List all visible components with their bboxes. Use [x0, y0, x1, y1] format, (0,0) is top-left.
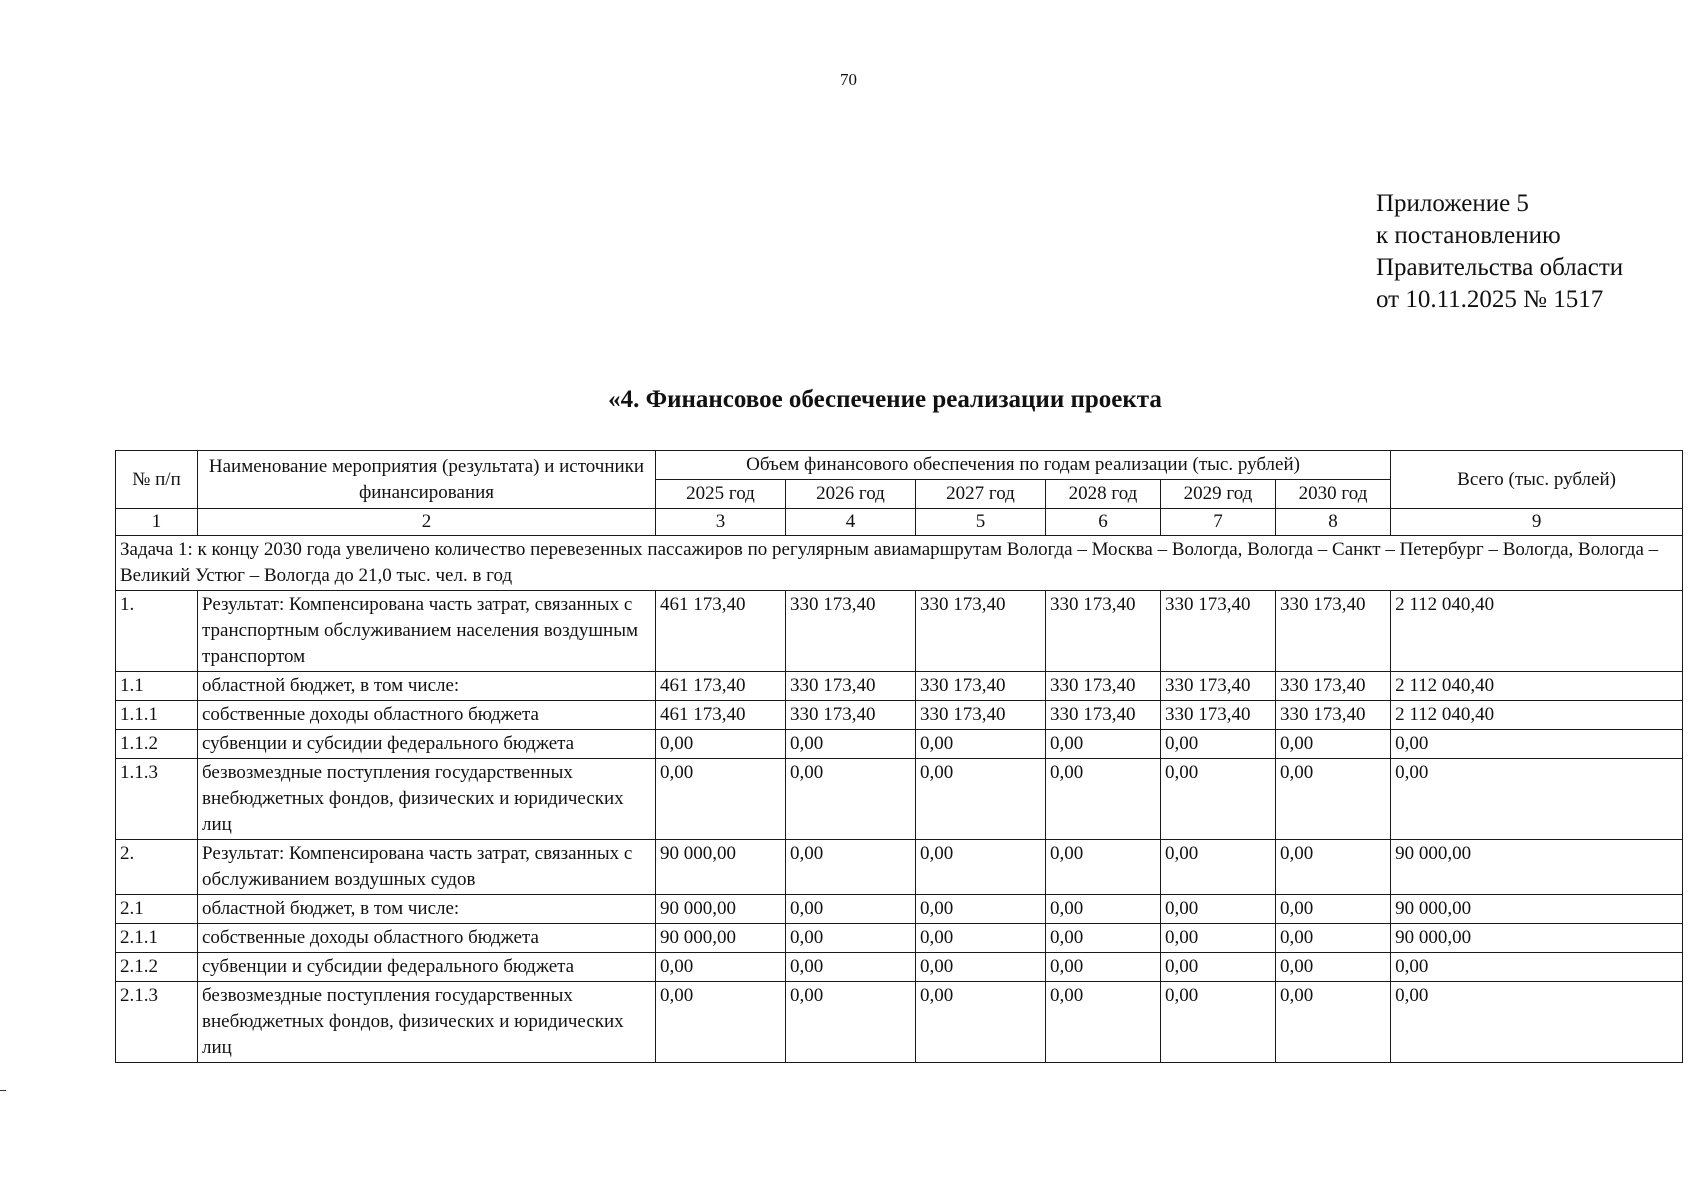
row-value: 0,00 — [916, 730, 1046, 759]
row-value: 330 173,40 — [1161, 672, 1276, 701]
page-number: 70 — [840, 70, 857, 89]
row-value: 90 000,00 — [1391, 840, 1683, 895]
appendix-block — [1376, 188, 1623, 316]
header-volume: Объем финансового обеспечения по годам реализации (тыс. рублей) — [656, 451, 1391, 480]
column-number: 1 — [116, 509, 198, 536]
row-number: 2.1 — [116, 895, 198, 924]
task-row — [116, 536, 1683, 591]
row-value: 0,00 — [786, 982, 916, 1063]
header-year: 2029 год — [1161, 480, 1276, 509]
row-number: 2. — [116, 840, 198, 895]
row-value: 0,00 — [1161, 730, 1276, 759]
row-value: 0,00 — [786, 924, 916, 953]
row-name: субвенции и субсидии федерального бюджета — [198, 953, 656, 982]
column-number: 9 — [1391, 509, 1683, 536]
column-number: 6 — [1046, 509, 1161, 536]
row-value: 0,00 — [656, 982, 786, 1063]
column-number: 4 — [786, 509, 916, 536]
row-value: 0,00 — [1276, 895, 1391, 924]
task-description: Задача 1: к концу 2030 года увеличено количество перевезенных пассажиров по регулярным авиамаршрутам Вологда – Москва – Вологда, Вологда – Санкт – Петербург – Вологда, Вологда – Великий Устюг – Вологда до 21,0 тыс. чел. в год — [116, 536, 1683, 591]
appendix-line: Правительства области — [1376, 254, 1624, 281]
row-name: собственные доходы областного бюджета — [198, 701, 656, 730]
table-row — [116, 672, 1683, 701]
row-value: 0,00 — [1391, 759, 1683, 840]
row-value: 461 173,40 — [656, 672, 786, 701]
table-row — [116, 730, 1683, 759]
row-value: 0,00 — [1391, 982, 1683, 1063]
row-name: безвозмездные поступления государственных внебюджетных фондов, физических и юридических лиц — [198, 982, 656, 1063]
row-value: 90 000,00 — [656, 895, 786, 924]
row-number: 1.1.3 — [116, 759, 198, 840]
row-value: 0,00 — [786, 840, 916, 895]
financing-table — [115, 450, 1683, 1063]
row-value: 0,00 — [1046, 982, 1161, 1063]
row-value: 0,00 — [656, 759, 786, 840]
row-number: 2.1.1 — [116, 924, 198, 953]
row-value: 0,00 — [916, 924, 1046, 953]
column-number: 2 — [198, 509, 656, 536]
row-number: 1.1 — [116, 672, 198, 701]
row-value: 0,00 — [1391, 730, 1683, 759]
row-value: 0,00 — [786, 730, 916, 759]
row-value: 2 112 040,40 — [1391, 591, 1683, 672]
table-row — [116, 701, 1683, 730]
row-value: 0,00 — [1276, 840, 1391, 895]
row-value: 330 173,40 — [1161, 701, 1276, 730]
row-number: 2.1.3 — [116, 982, 198, 1063]
row-value: 0,00 — [1276, 982, 1391, 1063]
table-row — [116, 953, 1683, 982]
column-number: 8 — [1276, 509, 1391, 536]
row-value: 90 000,00 — [1391, 895, 1683, 924]
row-value: 0,00 — [916, 953, 1046, 982]
row-value: 0,00 — [916, 982, 1046, 1063]
row-value: 0,00 — [786, 759, 916, 840]
margin-mark — [0, 1090, 6, 1091]
row-value: 0,00 — [1276, 759, 1391, 840]
header-year: 2030 год — [1276, 480, 1391, 509]
row-value: 330 173,40 — [1046, 591, 1161, 672]
table-row — [116, 982, 1683, 1063]
row-value: 0,00 — [1161, 759, 1276, 840]
table-row — [116, 591, 1683, 672]
row-value: 330 173,40 — [1046, 701, 1161, 730]
row-value: 0,00 — [786, 895, 916, 924]
row-name: Результат: Компенсирована часть затрат, связанных с транспортным обслуживанием населения воздушным транспортом — [198, 591, 656, 672]
row-value: 330 173,40 — [916, 701, 1046, 730]
row-value: 330 173,40 — [786, 672, 916, 701]
row-value: 0,00 — [1046, 953, 1161, 982]
table-row — [116, 840, 1683, 895]
header-year: 2028 год — [1046, 480, 1161, 509]
document-title: «4. Финансовое обеспечение реализации проекта — [608, 386, 1162, 413]
row-value: 330 173,40 — [1161, 591, 1276, 672]
row-name: областной бюджет, в том числе: — [198, 672, 656, 701]
row-value: 0,00 — [1161, 924, 1276, 953]
row-value: 461 173,40 — [656, 591, 786, 672]
header-year: 2026 год — [786, 480, 916, 509]
row-value: 0,00 — [1046, 759, 1161, 840]
row-value: 330 173,40 — [1276, 701, 1391, 730]
row-value: 330 173,40 — [916, 672, 1046, 701]
table-row — [116, 924, 1683, 953]
row-value: 0,00 — [1161, 982, 1276, 1063]
row-value: 0,00 — [916, 895, 1046, 924]
row-value: 0,00 — [1391, 953, 1683, 982]
row-value: 0,00 — [1161, 840, 1276, 895]
row-number: 1.1.2 — [116, 730, 198, 759]
appendix-line: к постановлению — [1376, 222, 1561, 249]
header-total: Всего (тыс. рублей) — [1391, 451, 1683, 509]
row-value: 0,00 — [1276, 953, 1391, 982]
row-value: 0,00 — [786, 953, 916, 982]
row-value: 2 112 040,40 — [1391, 701, 1683, 730]
row-value: 2 112 040,40 — [1391, 672, 1683, 701]
row-name: собственные доходы областного бюджета — [198, 924, 656, 953]
appendix-line: Приложение 5 — [1376, 190, 1529, 217]
row-value: 0,00 — [656, 730, 786, 759]
appendix-line: от 10.11.2025 № 1517 — [1376, 286, 1604, 313]
row-name: безвозмездные поступления государственных внебюджетных фондов, физических и юридических лиц — [198, 759, 656, 840]
row-value: 0,00 — [1046, 895, 1161, 924]
row-value: 0,00 — [1046, 730, 1161, 759]
row-value: 0,00 — [916, 759, 1046, 840]
row-value: 0,00 — [1046, 924, 1161, 953]
column-number: 5 — [916, 509, 1046, 536]
row-value: 0,00 — [1161, 953, 1276, 982]
table-row — [116, 895, 1683, 924]
row-value: 330 173,40 — [786, 591, 916, 672]
header-num: № п/п — [116, 451, 198, 509]
row-value: 90 000,00 — [656, 924, 786, 953]
row-name: субвенции и субсидии федерального бюджета — [198, 730, 656, 759]
row-number: 1. — [116, 591, 198, 672]
row-value: 330 173,40 — [916, 591, 1046, 672]
row-value: 0,00 — [1046, 840, 1161, 895]
row-number: 1.1.1 — [116, 701, 198, 730]
row-number: 2.1.2 — [116, 953, 198, 982]
row-value: 330 173,40 — [1276, 672, 1391, 701]
row-value: 330 173,40 — [1046, 672, 1161, 701]
row-value: 90 000,00 — [656, 840, 786, 895]
column-number-row — [116, 509, 1683, 536]
row-value: 0,00 — [916, 840, 1046, 895]
row-value: 0,00 — [1276, 924, 1391, 953]
row-value: 461 173,40 — [656, 701, 786, 730]
row-value: 90 000,00 — [1391, 924, 1683, 953]
table-row — [116, 759, 1683, 840]
header-year: 2027 год — [916, 480, 1046, 509]
row-value: 0,00 — [1161, 895, 1276, 924]
row-value: 0,00 — [1276, 730, 1391, 759]
row-value: 330 173,40 — [1276, 591, 1391, 672]
header-name: Наименование мероприятия (результата) и источники финансирования — [198, 451, 656, 509]
row-name: Результат: Компенсирована часть затрат, связанных с обслуживанием воздушных судов — [198, 840, 656, 895]
column-number: 3 — [656, 509, 786, 536]
row-value: 330 173,40 — [786, 701, 916, 730]
header-year: 2025 год — [656, 480, 786, 509]
row-name: областной бюджет, в том числе: — [198, 895, 656, 924]
column-number: 7 — [1161, 509, 1276, 536]
row-value: 0,00 — [656, 953, 786, 982]
